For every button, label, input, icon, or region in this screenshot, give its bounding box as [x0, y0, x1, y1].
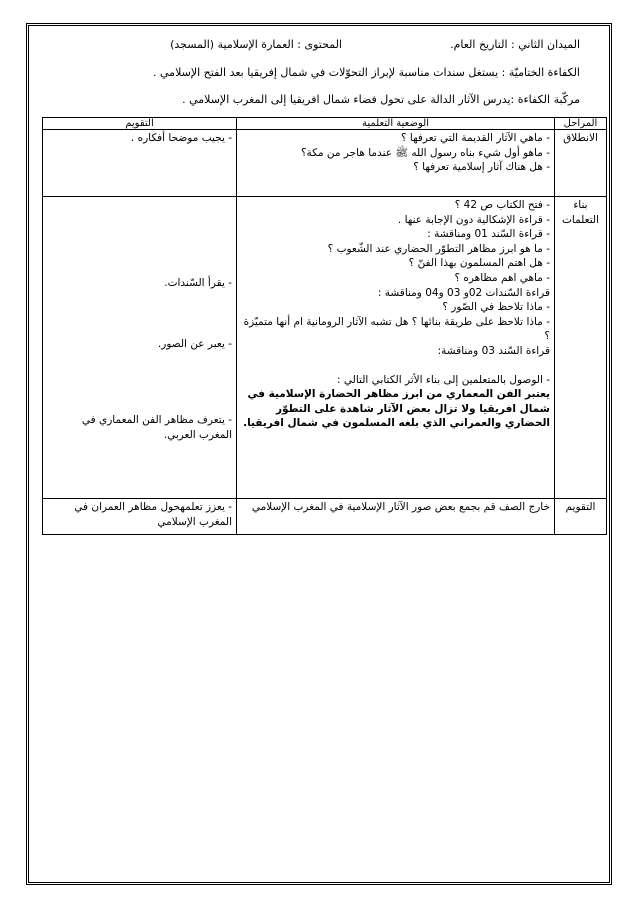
situation-line: - ماهي اهم مظاهره ؟ [454, 271, 550, 284]
situation-line: - ماذا تلاحظ في الصّور ؟ [442, 301, 550, 314]
content-label: المحتوى : العمارة الإسلامية (المسجد) [170, 38, 342, 51]
situation-line: - ماهو أول شيء بناه رسول الله ﷺ عندما هاجر من مكة؟ [300, 146, 550, 159]
situation-line: قراءة السّندات 02و 03 و04 ومناقشة : [377, 286, 550, 299]
situation-line: - فتح الكتاب ص 42 ؟ [454, 199, 550, 211]
situation-line: - قراءة السّند 01 ومناقشة : [427, 228, 550, 241]
table-header-row [43, 118, 607, 130]
situation-cell [237, 499, 555, 535]
phase-cell: الانطلاق [555, 130, 607, 197]
final-competency: الكفاءة الختاميّة : يستغل سندات مناسبة لإبراز التحوّلات في شمال إفريقيا بعد الفتح الإسلامي . [153, 66, 580, 79]
phase-cell: التقويم [555, 499, 607, 535]
lesson-table [42, 117, 607, 535]
evaluation-item: - يعبر عن الصور. [157, 337, 232, 350]
situation-line: - ما هو ابرز مظاهر التطوّر الحضاري عند الشّعوب ؟ [327, 242, 550, 255]
phase-cell: بناء التعلمات [555, 197, 607, 499]
situations-header: الوضعية التعلمية [237, 118, 555, 130]
situation-cell [237, 130, 555, 197]
situation-line: - ماهي الآثار القديمة التي تعرفها ؟ [400, 132, 550, 144]
table-row [43, 130, 607, 197]
spacer [241, 359, 550, 373]
situation-line: - قراءة الإشكالية دون الإجابة عنها . [397, 213, 550, 226]
situation-line: قراءة السّند 03 ومناقشة: [437, 344, 550, 357]
evaluation-header: التقويم [43, 118, 237, 130]
evaluation-cell [43, 499, 237, 535]
competency-component: مركّبة الكفاءة :يدرس الآثار الدالة على تحول فضاء شمال افريقيا إلى المغرب الإسلامي . [182, 93, 580, 106]
evaluation-item: - يتعرف مظاهر الفن المعماري في المغرب العربي. [81, 414, 232, 441]
written-conclusion: يعتبر الفن المعماري من ابرز مظاهر الحضارة الإسلامية في شمال افريقيا ولا تزال بعض الآثار شاهدة على التطوّر الحضاري والعمراني الذي بلغه المسلمون في شمال افريقيا. [243, 388, 550, 430]
situation-cell [237, 197, 555, 499]
situation-line: - هل هناك آثار إسلامية تعرفها ؟ [413, 161, 550, 174]
situation-line: - الوصول بالمتعلمين إلى بناء الأثر الكتابي التالي : [337, 373, 550, 386]
table-row [43, 499, 607, 535]
evaluation-item: - يقرأ السّندات. [164, 277, 232, 289]
situation-line: خارج الصف قم بجمع بعض صور الآثار الإسلامية في المغرب الإسلامي [251, 501, 550, 513]
evaluation-cell [43, 130, 237, 197]
evaluation-item: - يعزز تعلمهحول مظاهر العمران في المغرب الإسلامي [74, 501, 232, 528]
evaluation-cell [43, 197, 237, 499]
domain-label: الميدان الثاني : التاريخ العام. [450, 38, 580, 51]
evaluation-item: - يجيب موضحا أفكاره . [130, 132, 232, 144]
phases-header: المراحل [555, 118, 607, 130]
situation-line: - ماذا تلاحظ على طريقة بنائها ؟ هل تشبه الآثار الرومانية ام أنها متميّزة ؟ [243, 315, 550, 343]
situation-line: - هل اهتم المسلمون بهذا الفنّ ؟ [408, 257, 550, 270]
table-row [43, 197, 607, 499]
